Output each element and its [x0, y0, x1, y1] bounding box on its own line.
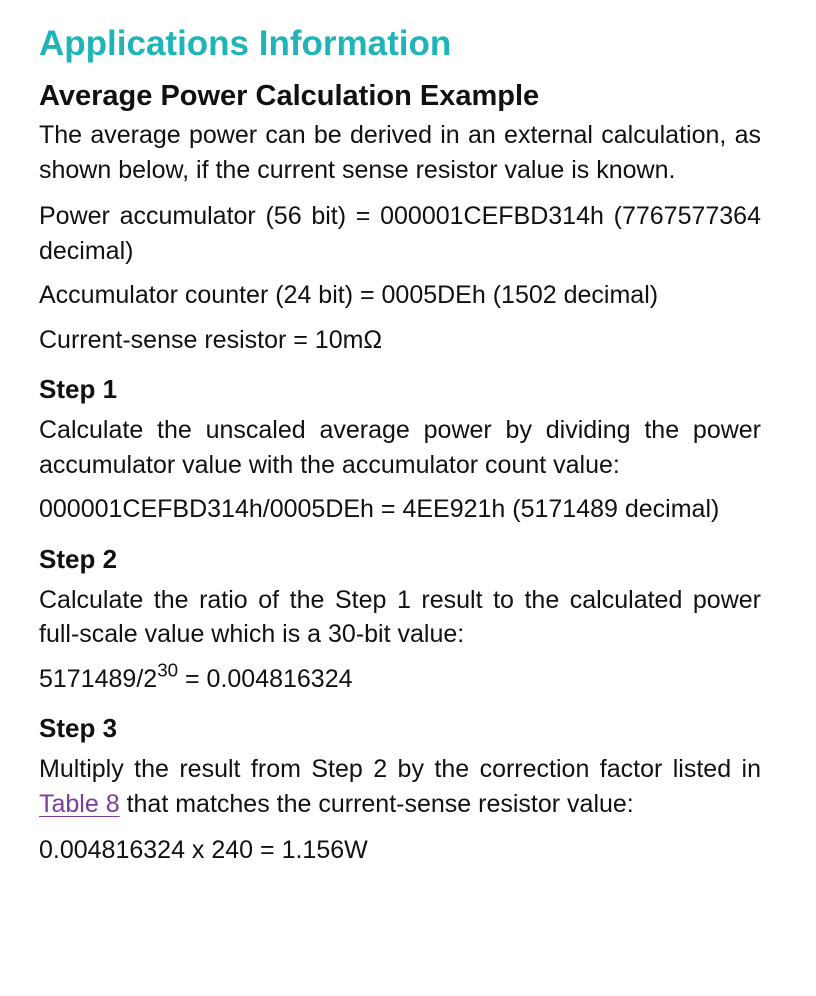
step3-text-before: Multiply the result from Step 2 by the correction factor listed in: [39, 755, 761, 783]
step2-equation: [39, 659, 761, 697]
step2-equation-exponent: 30: [157, 659, 179, 681]
intro-paragraph: The average power can be derived in an external calculation, as shown below, if the current sense resistor value is known.: [39, 121, 761, 184]
table-8-link[interactable]: Table 8: [39, 789, 120, 818]
step2-text: Calculate the ratio of the Step 1 result to the calculated power full-scale value which is a 30-bit value:: [39, 585, 761, 648]
step3-text: [39, 752, 761, 821]
step1-title: Step 1: [39, 374, 118, 404]
step2-equation-result: = 0.004816324: [178, 664, 353, 693]
step3-equation: 0.004816324 x 240 = 1.156W: [39, 836, 368, 864]
sense-resistor-line: Current-sense resistor = 10mΩ: [39, 325, 383, 354]
step3-title: Step 3: [39, 713, 118, 743]
step1-text: Calculate the unscaled average power by dividing the power accumulator value with the accumulator count value:: [39, 416, 761, 479]
power-accumulator-line: Power accumulator (56 bit) = 000001CEFBD314h (7767577364 decimal): [39, 202, 761, 265]
document-page: [39, 22, 761, 868]
step3-text-after: that matches the current-sense resistor value:: [119, 789, 634, 818]
subsection-title: Average Power Calculation Example: [39, 80, 540, 112]
section-title: Applications Information: [39, 24, 452, 63]
accumulator-counter-line: Accumulator counter (24 bit) = 0005DEh (1502 decimal): [39, 281, 659, 309]
step2-equation-base: 5171489/2: [39, 664, 158, 693]
step2-title: Step 2: [39, 543, 118, 574]
step1-equation: 000001CEFBD314h/0005DEh = 4EE921h (5171489 decimal): [39, 495, 720, 523]
